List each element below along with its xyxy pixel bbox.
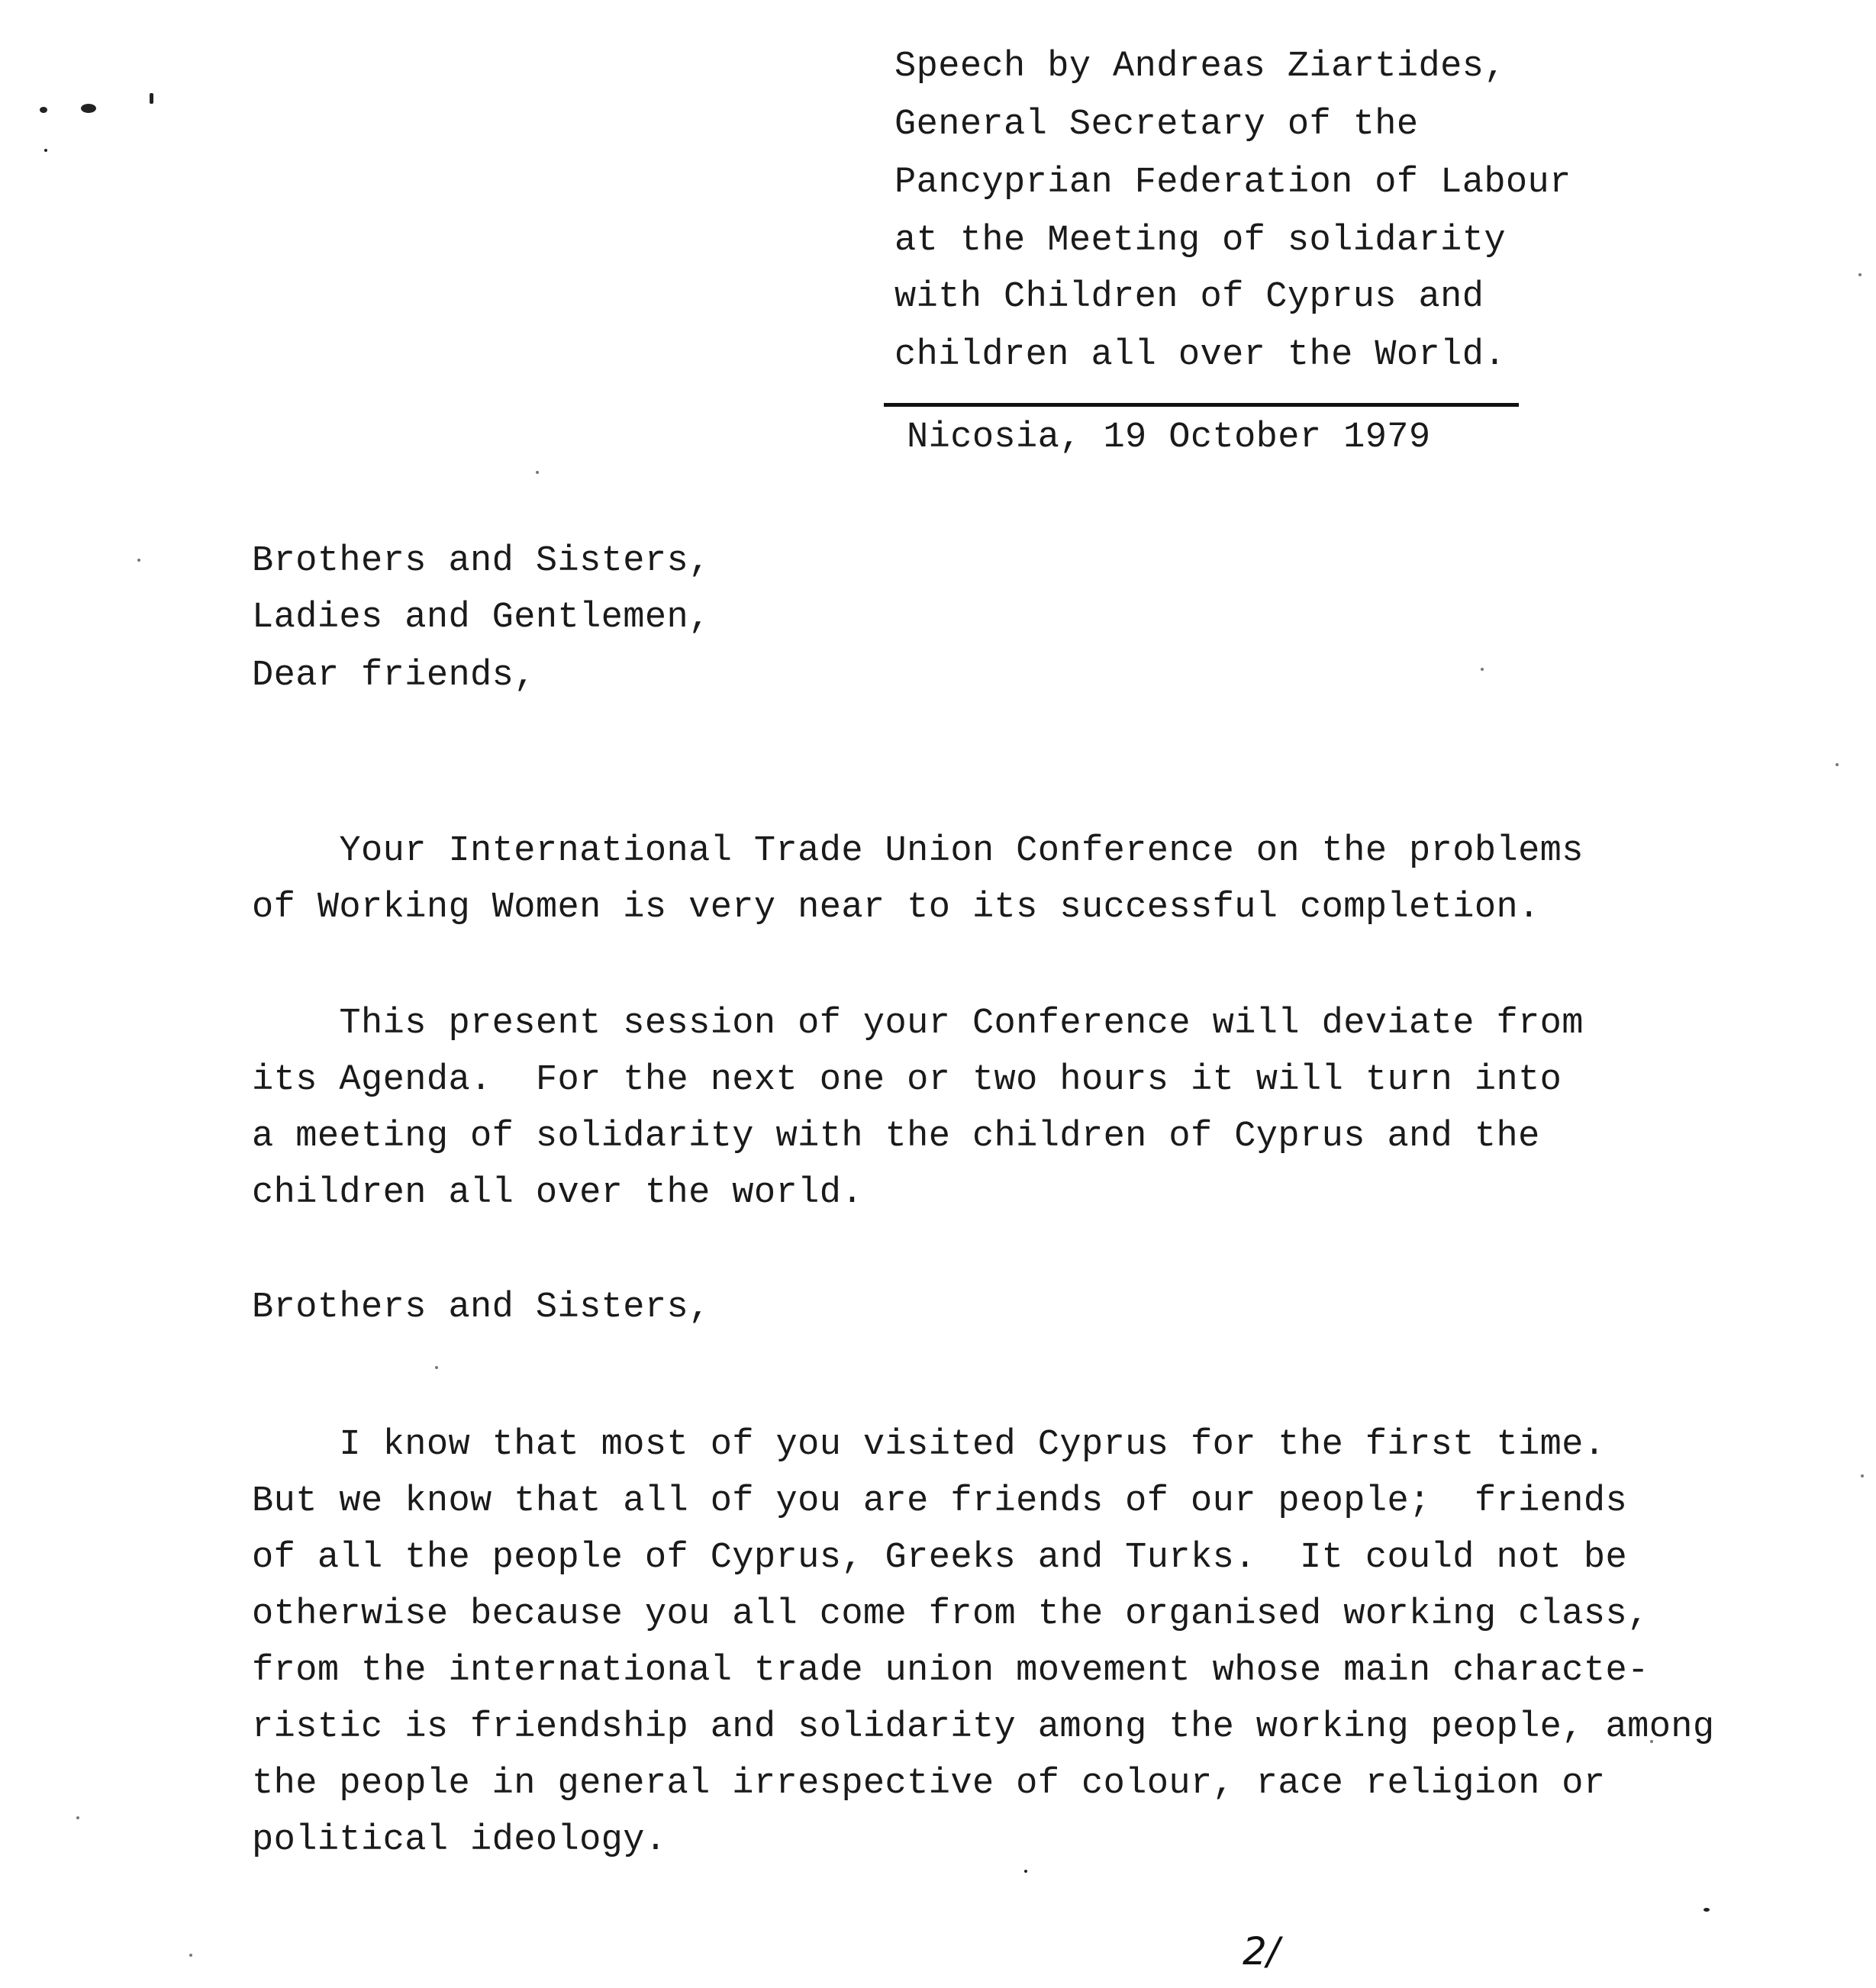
ink-speck [81, 104, 96, 113]
header-line-2: General Secretary of the [894, 105, 1419, 145]
ink-speck [1704, 1908, 1710, 1912]
paragraph-4-line-1: I know that most of you visited Cyprus for the first time. [252, 1425, 1606, 1465]
header-line-6: children all over the World. [894, 335, 1506, 375]
paragraph-4-line-2: But we know that all of you are friends of our people; friends [252, 1481, 1628, 1522]
page-number: 2/ [1243, 1929, 1280, 1974]
show-through-dot [76, 1816, 79, 1819]
paragraph-4-line-8: political ideology. [252, 1820, 667, 1861]
ink-speck [44, 149, 47, 152]
ink-speck [150, 93, 153, 104]
ink-speck [1024, 1870, 1027, 1873]
paragraph-2-line-3: a meeting of solidarity with the children of Cyprus and the [252, 1116, 1540, 1157]
show-through-dot [1481, 668, 1484, 671]
paragraph-2-line-4: children all over the world. [252, 1173, 863, 1213]
show-through-dot [137, 559, 140, 562]
paragraph-1-line-1: Your International Trade Union Conference on the problems [252, 831, 1584, 872]
header-line-5: with Children of Cyprus and [894, 277, 1484, 317]
header-underline [884, 403, 1519, 407]
ink-speck [40, 107, 47, 113]
show-through-dot [435, 1366, 438, 1369]
paragraph-4-line-6: ristic is friendship and solidarity among the working people, among [252, 1707, 1715, 1748]
salutation-line-3: Dear friends, [252, 656, 536, 696]
header-line-4: at the Meeting of solidarity [894, 221, 1506, 261]
show-through-dot [1861, 1474, 1864, 1477]
paragraph-4-line-7: the people in general irrespective of colour, race religion or [252, 1764, 1606, 1804]
paragraph-4-line-5: from the international trade union movement whose main characte- [252, 1651, 1649, 1691]
paragraph-4-line-3: of all the people of Cyprus, Greeks and Turks. It could not be [252, 1538, 1628, 1578]
show-through-dot [1836, 763, 1839, 766]
paragraph-3-line-1: Brothers and Sisters, [252, 1287, 711, 1328]
show-through-dot [189, 1954, 192, 1957]
paragraph-2-line-2: its Agenda. For the next one or two hours it will turn into [252, 1060, 1562, 1100]
paragraph-1-line-2: of Working Women is very near to its successful completion. [252, 888, 1540, 928]
show-through-dot [536, 471, 539, 474]
place-date: Nicosia, 19 October 1979 [907, 417, 1431, 458]
header-line-3: Pancyprian Federation of Labour [894, 163, 1571, 203]
paragraph-2-line-1: This present session of your Conference will deviate from [252, 1004, 1584, 1044]
show-through-dot [1858, 273, 1861, 276]
paragraph-4-line-4: otherwise because you all come from the organised working class, [252, 1594, 1649, 1635]
header-line-1: Speech by Andreas Ziartides, [894, 47, 1506, 87]
salutation-line-2: Ladies and Gentlemen, [252, 598, 711, 638]
salutation-line-1: Brothers and Sisters, [252, 541, 711, 582]
